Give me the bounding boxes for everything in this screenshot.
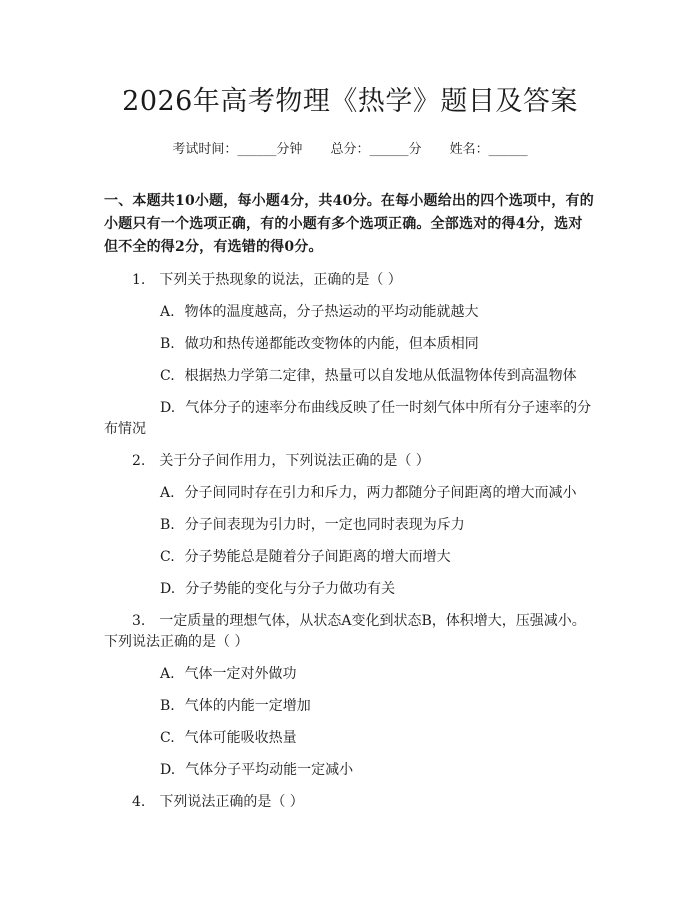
- option-text: 分子间同时存在引力和斥力，两力都随分子间距离的增大而减小: [184, 485, 577, 501]
- option-text: 气体分子平均动能一定减小: [185, 762, 354, 778]
- exam-meta: [104, 140, 596, 160]
- option-a: [104, 664, 596, 685]
- question-stem: [104, 611, 596, 653]
- question-number: 1.: [132, 272, 146, 288]
- option-d: [104, 398, 596, 440]
- option-text: 分子势能总是随着分子间距离的增大而增大: [184, 549, 451, 565]
- option-d: [104, 579, 596, 600]
- option-text: 物体的温度越高，分子热运动的平均动能就越大: [184, 304, 479, 320]
- option-d: [104, 760, 596, 781]
- option-letter: B.: [160, 698, 175, 714]
- option-text: 气体分子的速率分布曲线反映了任一时刻气体中所有分子速率的分布情况: [104, 400, 592, 437]
- exam-time: 考试时间：______分钟: [172, 142, 303, 157]
- question-text: 下列说法正确的是（ ）: [159, 794, 304, 810]
- question-number: 3.: [132, 613, 146, 629]
- option-b: [104, 696, 596, 717]
- section-instructions: 一、本题共10小题，每小题4分，共40分。在每小题给出的四个选项中，有的小题只有一个选项正确，有的小题有多个选项正确。全部选对的得4分，选对但不全的得2分，有选错的得0分。: [104, 193, 594, 255]
- option-text: 分子间表现为引力时，一定也同时表现为斥力: [184, 517, 465, 533]
- question-number: 2.: [132, 453, 146, 469]
- option-letter: D.: [160, 762, 176, 778]
- question-stem: [104, 270, 596, 291]
- option-letter: C.: [160, 368, 175, 384]
- question-list: [104, 270, 596, 813]
- option-text: 气体一定对外做功: [184, 666, 297, 682]
- question-text: 下列关于热现象的说法，正确的是（ ）: [159, 272, 402, 288]
- question-number: 4.: [132, 794, 146, 810]
- student-name: 姓名：______: [449, 142, 528, 157]
- option-text: 分子势能的变化与分子力做功有关: [185, 581, 396, 597]
- option-letter: C.: [160, 730, 175, 746]
- option-c: [104, 366, 596, 387]
- option-a: [104, 302, 596, 323]
- question-text: 关于分子间作用力，下列说法正确的是（ ）: [159, 453, 430, 469]
- option-b: [104, 515, 596, 536]
- question-text: 一定质量的理想气体，从状态A变化到状态B，体积增大，压强减小。下列说法正确的是（ ）: [104, 613, 586, 650]
- option-letter: A.: [160, 666, 175, 682]
- option-letter: A.: [160, 304, 175, 320]
- option-c: [104, 728, 596, 749]
- question-stem: [104, 792, 596, 813]
- option-letter: D.: [160, 400, 176, 416]
- option-letter: D.: [160, 581, 176, 597]
- option-letter: B.: [160, 336, 175, 352]
- question-stem: [104, 451, 596, 472]
- option-text: 气体的内能一定增加: [184, 698, 311, 714]
- option-letter: C.: [160, 549, 175, 565]
- option-letter: B.: [160, 517, 175, 533]
- option-text: 气体可能吸收热量: [184, 730, 297, 746]
- exam-score: 总分：______分: [330, 142, 422, 157]
- option-text: 做功和热传递都能改变物体的内能，但本质相同: [184, 336, 479, 352]
- option-text: 根据热力学第二定律，热量可以自发地从低温物体传到高温物体: [184, 368, 577, 384]
- option-letter: A.: [160, 485, 175, 501]
- page-title: 2026年高考物理《热学》题目及答案: [122, 86, 578, 117]
- option-c: [104, 547, 596, 568]
- option-a: [104, 483, 596, 504]
- option-b: [104, 334, 596, 355]
